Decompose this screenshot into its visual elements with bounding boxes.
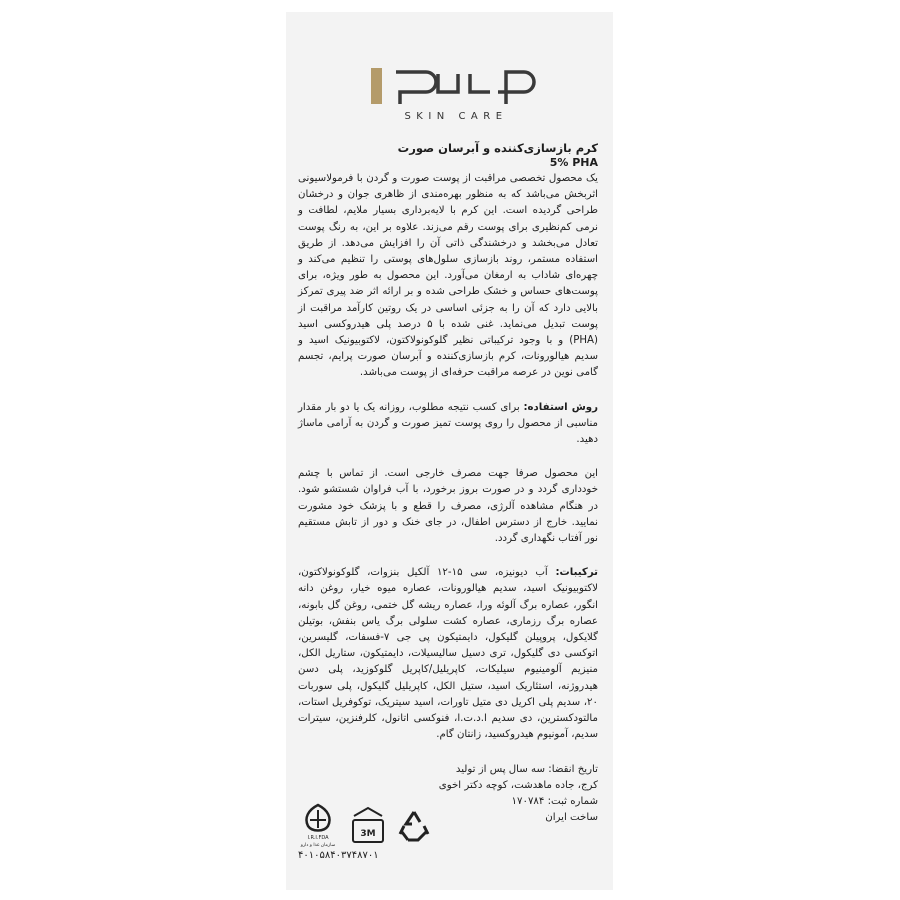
- product-text: [298, 140, 598, 826]
- expiry-line: تاریخ انقضا: سه سال پس از تولید: [455, 763, 598, 775]
- address-line: کرج، جاده ماهدشت، کوچه دکتر اخوی: [438, 779, 598, 791]
- product-description: یک محصول تخصصی مراقبت از پوست صورت و گردن با فرمولاسیونی اثربخش می‌باشد که به منظور بهره‌مندی از ظاهری جوان و درخشان طراحی گردیده است. این کرم با لایه‌برداری بسیار ملایم، لطافت و نرمی کم‌نظیری برای پوست رقم می‌زند. علاوه بر این، به رنگ پوست تعادل می‌بخشد و درخشندگی ذاتی آن را افزایش می‌دهد. از طریق استفاده مستمر، روند بازسازی سلول‌های پوستی را تنظیم می‌کند و چهره‌ای شاداب به ارمغان می‌آورد. این محصول به طور ویژه، برای پوست‌های حساس و خشک طراحی شده و بر ارائه اثر ضد پیری تمرکز بالایی دارد که آن را به جزئی اساسی در یک روتین کارآمد مراقبت از پوست تبدیل می‌نماید. غنی شده با ۵ درصد پلی هیدروکسی اسید (PHA) و با وجود ترکیباتی نظیر گلوکونولاکتون، لاکتوبیونیک اسید و سدیم هیالورونات، کرم بازسازی‌کننده و آبرسان صورت پرایم، تجسم گامی نوین در عرصه مراقبت حرفه‌ای از پوست می‌باشد.: [298, 173, 598, 379]
- warning-text: این محصول صرفا جهت مصرف خارجی است. از تماس با چشم خودداری گردد و در صورت بروز برخورد، با آب فراوان شستشو شود. در هنگام مشاهده آلرژی، مصرف را قطع و با پزشک خود مشورت نمایید. خارج از دسترس اطفال، در جای خنک و دور از تابش مستقیم نور آفتاب نگهداری گردد.: [298, 468, 598, 545]
- fda-sub-label: سازمان غذا و دارو: [300, 843, 336, 848]
- product-subtitle: 5% PHA: [549, 156, 598, 169]
- usage-section: [298, 400, 598, 449]
- fda-logo-icon: [298, 802, 338, 848]
- pao-label: 3M: [360, 829, 376, 839]
- recycle-icon: [396, 808, 432, 844]
- origin-line: ساخت ایران: [545, 811, 598, 823]
- ingredients-label: ترکیبات:: [555, 567, 598, 579]
- registration-line: شماره ثبت: ۱۷۰۷۸۴: [511, 795, 598, 807]
- brand-logo-mark: [366, 64, 546, 106]
- barcode-number: ۴۰۱۰۵۸۴۰۳۷۴۸۷۰۱: [298, 850, 379, 861]
- brand-logo: [366, 64, 546, 134]
- pao-jar-icon: [348, 804, 388, 846]
- brand-tagline: SKIN CARE: [404, 111, 508, 122]
- certification-icons: [298, 802, 438, 872]
- fda-label: I.R.I.FDA: [307, 835, 329, 841]
- product-title: کرم بازسازی‌کننده و آبرسان صورت: [397, 141, 598, 155]
- product-box-panel: [286, 12, 613, 890]
- usage-label: روش استفاده:: [523, 401, 598, 413]
- ingredients-section: [298, 565, 598, 743]
- ingredients-text: آب دیونیزه، سی ۱۵-۱۲ آلکیل بنزوات، گلوکونولاکتون، لاکتوبیونیک اسید، سدیم هیالورونات، عصاره میوه خیار، روغن دانه انگور، عصاره برگ آلوئه ورا، عصاره ریشه گل ختمی، روغن گل بابونه، عصاره برگ رزماری، عصاره کشت سلولی برگ یاس بنفش، بوتیلن گلایکول، پروپیلن گلیکول، دایمتیکون پی جی ۷-فسفات، گلیسرین، اتوکسی دی گلیکول، تری دسیل سالیسیلات، دایمتیکون، ستاریل الکل، منیزیم آلومینیوم سیلیکات، کاپریلیل/کاپریل گلوکوزید، پلی دسن هیدروژنه، استئاریک اسید، ستیل الکل، کاپریلیل گلیکول، پلی سوربات ۲۰، سدیم پلی اکریل دی متیل تاورات، اسید سیتریک، توکوفریل استات، مالتودکسترین، دی سدیم ا.د.ت.ا، فنوکسی اتانول، کلرفنزین، سیترات سدیم، آمونیوم هیدروکسید، زانتان گام.: [298, 567, 598, 741]
- usage-text: برای کسب نتیجه مطلوب، روزانه یک یا دو بار مقدار مناسبی از محصول را روی پوست تمیز صورت و گردن به آرامی ماساژ دهید.: [298, 401, 598, 446]
